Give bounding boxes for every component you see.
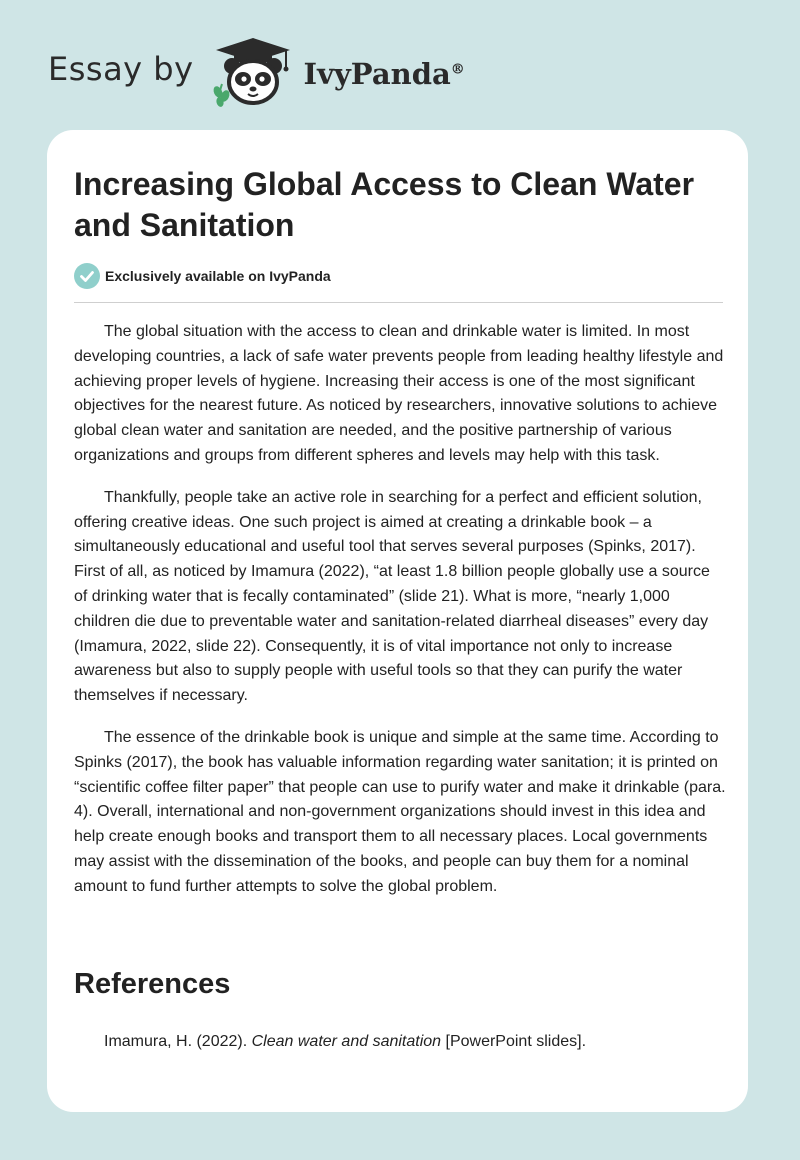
reference-format: [PowerPoint slides]. [441, 1033, 587, 1050]
reference-item [104, 1030, 724, 1054]
paragraph: The essence of the drinkable book is unique and simple at the same time. According to Spinks (2017), the book has valuable information regarding water sanitation; it is printed on “scientific coffee filter paper” that people can use to purify water and make it drinkable (para. 4). Overall, international and non-government organizations should invest in this idea and help create enough books and transport them to all necessary places. Local governments may assist with the dissemination of the books, and people can buy them for a nominal amount to fund further attempts to solve the global problem. [74, 728, 726, 895]
panda-logo-icon [208, 36, 298, 108]
registered-mark: ® [450, 61, 465, 78]
paragraph: The global situation with the access to clean and drinkable water is limited. In most developing countries, a lack of safe water prevents people from leading healthy lifestyle and achieving proper levels of hygiene. Increasing their access is one of the most significant objectives for the nearest future. As noticed by researchers, innovative solutions to achieve global clean water and sanitation are needed, and the positive partnership of various organizations and groups from different spheres and levels may help with this task. [74, 323, 724, 464]
essay-title: Increasing Global Access to Clean Water and Sanitation [74, 166, 695, 243]
exclusive-badge [74, 263, 331, 289]
divider [74, 302, 723, 303]
brand-name [304, 57, 465, 91]
brand-prefix: Essay by [48, 50, 194, 88]
brand-name-text: IvyPanda [303, 57, 451, 91]
references-heading: References [74, 968, 231, 1000]
essay-body [74, 320, 726, 917]
brand-logo[interactable] [48, 36, 465, 108]
paragraph: Thankfully, people take an active role in searching for a perfect and efficient solution, offering creative ideas. One such project is aimed at creating a drinkable book – a simultaneously educational and useful tool that serves several purposes (Spinks, 2017). First of all, as noticed by Imamura (2022), “at least 1.8 billion people globally use a source of drinking water that is fecally contaminated” (slide 21). What is more, “nearly 1,000 children die due to preventable water and sanitation-related diarrheal diseases” every day (Imamura, 2022, slide 22). Consequently, it is of vital importance not only to increase awareness but also to supply people with useful tools so that they can purify the water themselves if necessary. [74, 488, 710, 705]
reference-title: Clean water and sanitation [251, 1033, 442, 1050]
essay-card [47, 130, 748, 1112]
check-circle-icon [74, 263, 100, 289]
badge-label: Exclusively available on IvyPanda [105, 268, 331, 284]
reference-author: Imamura, H. (2022). [104, 1033, 252, 1050]
